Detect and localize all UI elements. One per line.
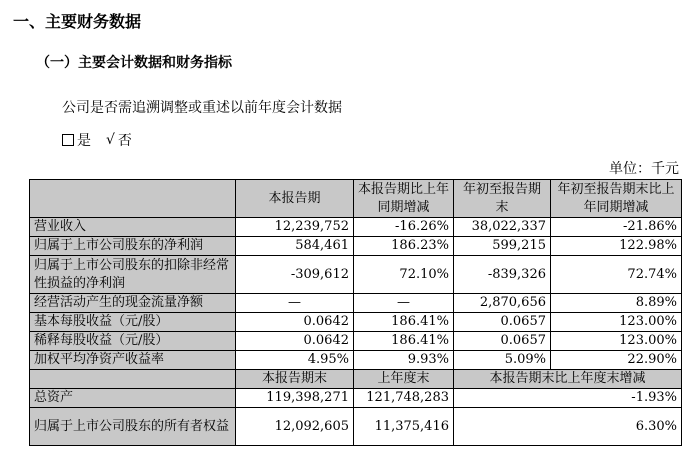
header-period-end-change: 本报告期末比上年度末增减: [454, 370, 682, 389]
restatement-question: 公司是否需追溯调整或重述以前年度会计数据: [62, 100, 342, 116]
table-row: 归属于上市公司股东的所有者权益 12,092,605 11,375,416 6.30%: [30, 408, 682, 446]
check-mark-icon: √: [106, 132, 115, 148]
table-row: 经营活动产生的现金流量净额 — — 2,870,656 8.89%: [30, 294, 682, 313]
table-row: 归属于上市公司股东的净利润 584,461 186.23% 599,215 122.98%: [30, 237, 682, 256]
unit-label: 单位：千元: [609, 161, 679, 177]
table-row: 总资产 119,398,271 121,748,283 -1.93%: [30, 389, 682, 408]
header-period-end: 本报告期末: [236, 370, 354, 389]
financial-data-table: [29, 179, 682, 446]
header2-corner: [30, 370, 236, 389]
yes-label: 是: [77, 133, 91, 149]
subsection-title: （一）主要会计数据和财务指标: [36, 55, 232, 71]
header-ytd-yoy: 年初至报告期末比上年同期增减: [551, 180, 682, 218]
unchecked-box-icon: [62, 134, 74, 146]
restatement-answer: [62, 130, 132, 150]
header-ytd: 年初至报告期末: [454, 180, 551, 218]
table-row: 营业收入 12,239,752 -16.26% 38,022,337 -21.86%: [30, 218, 682, 237]
table-row: 加权平均净资产收益率 4.95% 9.93% 5.09% 22.90%: [30, 351, 682, 370]
table-row: 归属于上市公司股东的扣除非经常性损益的净利润 -309,612 72.10% -839,326 72.74%: [30, 256, 682, 294]
header-corner: [30, 180, 236, 218]
header-current-period-yoy: 本报告期比上年同期增减: [354, 180, 454, 218]
table-row: 基本每股收益（元/股） 0.0642 186.41% 0.0657 123.00%: [30, 313, 682, 332]
header-current-period: 本报告期: [236, 180, 354, 218]
table-row: 稀释每股收益（元/股） 0.0642 186.41% 0.0657 123.00%: [30, 332, 682, 351]
header-prior-year-end: 上年度末: [354, 370, 454, 389]
no-label: 否: [117, 133, 132, 149]
section-title: 一、主要财务数据: [13, 12, 142, 31]
